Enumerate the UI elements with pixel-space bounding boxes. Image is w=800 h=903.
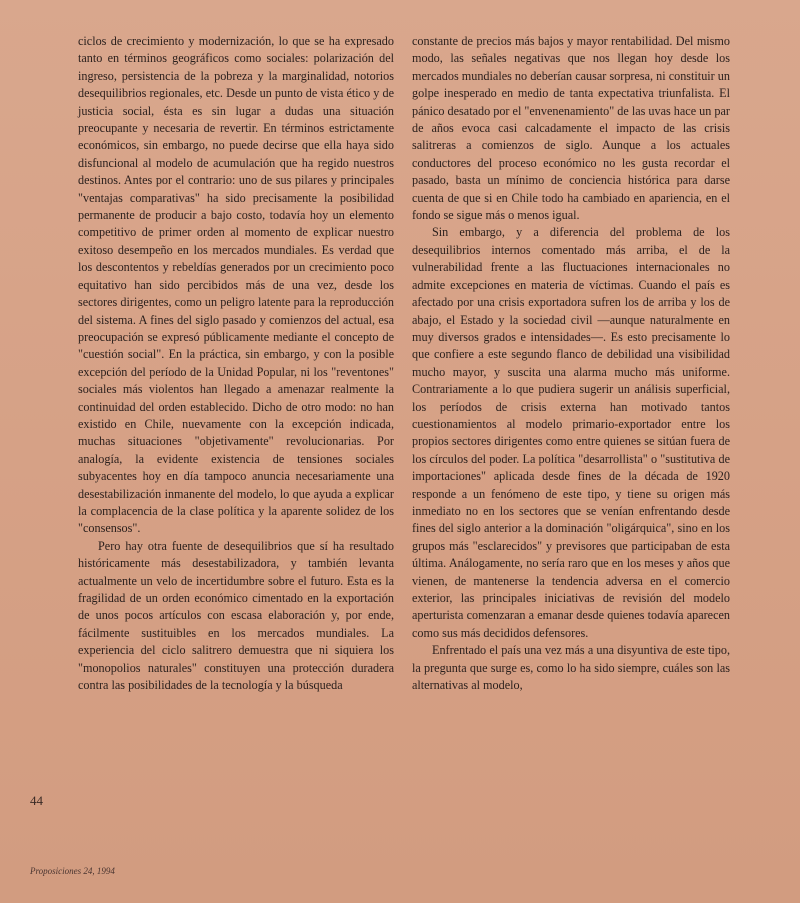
page-footer: Proposiciones 24, 1994 — [30, 866, 115, 876]
paragraph: ciclos de crecimiento y modernización, lo que se ha expresado tanto en términos geográficos como sociales: polarización del ingreso, persistencia de la pobreza y la marginalidad, notorios desequilibrios regionales, etc. Desde un punto de vista ético y de justicia social, ésta es sin lugar a dudas una situación preocupante y necesaria de revertir. En términos estrictamente económicos, sin embargo, no puede decirse que ella haya sido disfuncional al modelo de acumulación que ha regido nuestros destinos. Antes por el contrario: uno de sus pilares y principales "ventajas comparativas" ha sido precisamente la posibilidad permanente de producir a bajo costo, todavía hoy un elemento competitivo de primer orden al momento de explicar nuestro exitoso desempeño en los mercados mundiales. Es verdad que los descontentos y rebeldías generados por un crecimiento poco equitativo han sido percibidos más de una vez, desde los sectores dirigentes, como un peligro latente para la reproducción del sistema. A fines del siglo pasado y comienzos del actual, esa preocupación se expresó públicamente mediante el concepto de "cuestión social". En la práctica, sin embargo, y con la posible excepción del período de la Unidad Popular, ni los "reventones" sociales más violentos han llegado a amenazar realmente la continuidad del orden establecido. Dicho de otro modo: no han existido en Chile, nuevamente con la excepción indicada, muchas situaciones "objetivamente" revolucionarias. Por analogía, la evidente existencia de tensiones sociales subyacentes hoy en día tampoco anuncia necesariamente una desestabilización inmanente del modelo, lo que ayuda a explicar la complacencia de la clase política y la aparente solidez de los "consensos". — [78, 34, 394, 536]
paragraph: Enfrentado el país una vez más a una disyuntiva de este tipo, la pregunta que surge es, como lo ha sido siempre, cuáles son las alternativas al modelo, — [412, 643, 730, 693]
left-text-column — [78, 33, 394, 694]
paragraph: Sin embargo, y a diferencia del problema de los desequilibrios internos comentado más arriba, el de la vulnerabilidad frente a las fluctuaciones internacionales no admite excepciones en materia de víctimas. Cuando el país es afectado por una crisis exportadora sufren los de arriba y los de abajo, el Estado y la sociedad civil —aunque naturalmente en muy diversos grados e intensidades—. Es esto precisamente lo que confiere a este segundo flanco de debilidad una visibilidad mucho mayor, y suscita una alarma mucho más uniforme. Contrariamente a lo que pudiera sugerir un análisis superficial, los períodos de crisis externa han motivado tantos cuestionamientos al modelo primario-exportador entre los propios sectores dirigentes como entre quienes se sitúan fuera de los círculos del poder. La política "desarrollista" o "sustitutiva de importaciones" aplicada desde fines de la década de 1920 responde a un fenómeno de este tipo, y tiene su origen más inmediato no en los sectores que se venían enfrentando desde fines del siglo anterior a la dominación "oligárquica", sino en los grupos más "esclarecidos" y previsores que participaban de esta última. Análogamente, no sería raro que en los meses y años que vienen, de mantenerse la tendencia adversa en el comercio exterior, las principales iniciativas de revisión del modelo aperturista comenzaran a emanar desde quienes todavía aparecen como sus más decididos defensores. — [412, 225, 730, 640]
page-number: 44 — [30, 793, 43, 808]
paragraph: Pero hay otra fuente de desequilibrios que sí ha resultado históricamente más desestabilizadora, y también levanta actualmente un velo de incertidumbre sobre el futuro. Esta es la fragilidad de un orden económico cimentado en la exportación de unos pocos artículos con escasa elaboración y, por ende, fácilmente sustituibles en los mercados mundiales. La experiencia del ciclo salitrero demuestra que ni siquiera los "monopolios naturales" constituyen una protección duradera contra las posibilidades de la tecnología y la búsqueda — [78, 538, 394, 693]
right-text-column — [412, 33, 730, 694]
paragraph: constante de precios más bajos y mayor rentabilidad. Del mismo modo, las señales negativas que nos llegan hoy desde los mercados mundiales no deberían causar sorpresa, ni constituir un golpe inesperado en medio de tanta expectativa triunfalista. El pánico desatado por el "envenenamiento" de las uvas hace un par de años evoca casi calcadamente el impacto de las crisis salitreras a comienzos de siglo. Aunque a los actuales conductores del proceso económico no les gusta recordar el pasado, basta un mínimo de conciencia histórica para darse cuenta de que si en Chile todo ha cambiado en apariencia, en el fondo se sigue más o menos igual. — [412, 34, 730, 223]
